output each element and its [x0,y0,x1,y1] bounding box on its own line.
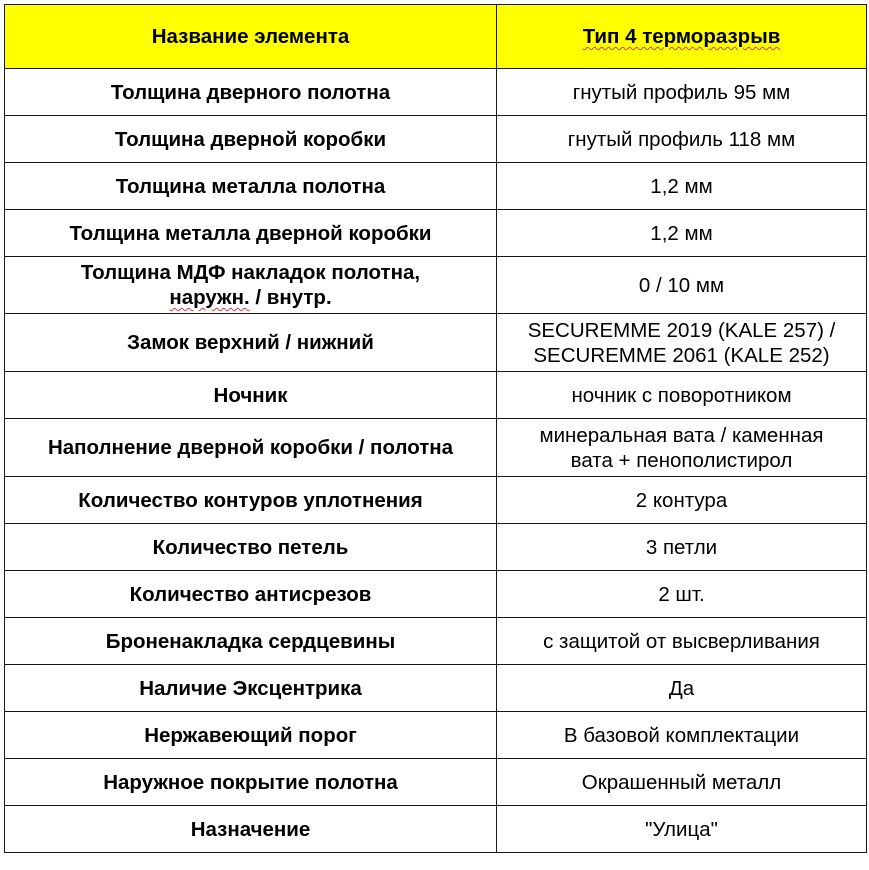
row-value-line1: SECUREMME 2019 (KALE 257) / [527,318,836,342]
row-name: Назначение [5,806,497,853]
table-row [5,477,867,524]
row-value: 1,2 мм [497,163,867,210]
row-value: "Улица" [497,806,867,853]
header-door-type-text: Тип 4 терморазрыв [582,25,781,48]
table-row [5,257,867,314]
spec-table [4,4,867,853]
row-name: Наполнение дверной коробки / полотна [5,419,497,477]
table-row [5,665,867,712]
row-value: гнутый профиль 118 мм [497,116,867,163]
row-value: Да [497,665,867,712]
table-row [5,314,867,372]
row-name: Количество контуров уплотнения [5,477,497,524]
row-value-line2: SECUREMME 2061 (KALE 252) [533,343,830,367]
row-value: с защитой от высверливания [497,618,867,665]
row-name: Наличие Эксцентрика [5,665,497,712]
table-row [5,372,867,419]
table-row [5,69,867,116]
row-name: Толщина металла полотна [5,163,497,210]
header-element-name: Название элемента [5,5,497,69]
row-name: Толщина дверной коробки [5,116,497,163]
table-row [5,806,867,853]
row-name: Толщина металла дверной коробки [5,210,497,257]
row-name: Количество антисрезов [5,571,497,618]
row-value-line1: минеральная вата / каменная [539,423,824,447]
row-name: Ночник [5,372,497,419]
row-value: 2 контура [497,477,867,524]
row-name-line2-abbrev: наружн. [169,286,250,309]
table-row [5,419,867,477]
table-row [5,712,867,759]
row-value: 2 шт. [497,571,867,618]
row-value: В базовой комплектации [497,712,867,759]
row-name-line2-rest: / внутр. [249,286,332,309]
spec-sheet [4,4,867,853]
table-row [5,524,867,571]
row-name: Броненакладка сердцевины [5,618,497,665]
row-value: 1,2 мм [497,210,867,257]
table-row [5,759,867,806]
row-name: Нержавеющий порог [5,712,497,759]
row-name: Толщина дверного полотна [5,69,497,116]
row-name: Количество петель [5,524,497,571]
row-name: Наружное покрытие полотна [5,759,497,806]
table-row [5,571,867,618]
row-value: Окрашенный металл [497,759,867,806]
table-row [5,618,867,665]
table-header-row [5,5,867,69]
row-value: 3 петли [497,524,867,571]
row-value: ночник с поворотником [497,372,867,419]
row-value-line2: вата + пенополистирол [570,448,793,472]
table-row [5,163,867,210]
row-name: Замок верхний / нижний [5,314,497,372]
row-value [497,419,867,477]
table-row [5,210,867,257]
header-door-type [497,5,867,69]
row-name [5,257,497,314]
row-value: 0 / 10 мм [497,257,867,314]
row-value: гнутый профиль 95 мм [497,69,867,116]
table-row [5,116,867,163]
row-name-line1: Толщина МДФ накладок полотна, [80,261,421,284]
row-value [497,314,867,372]
